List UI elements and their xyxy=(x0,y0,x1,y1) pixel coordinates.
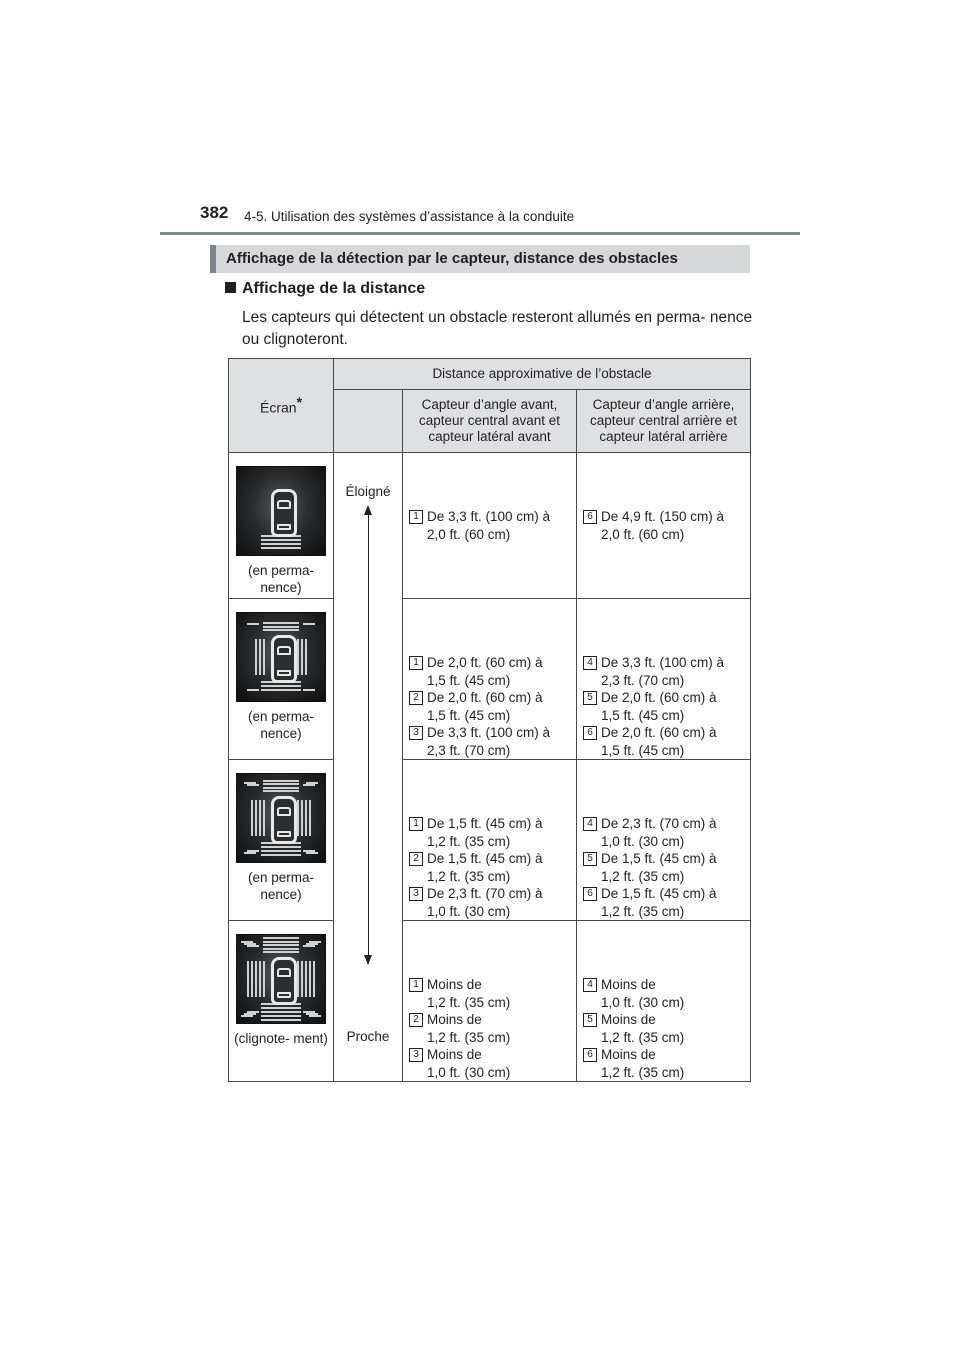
sensor-display-image xyxy=(236,466,326,556)
sensor-segment xyxy=(303,689,315,691)
sensor-segment xyxy=(263,948,299,950)
table-row xyxy=(229,760,751,921)
sensor-segment xyxy=(306,852,318,854)
car-icon xyxy=(271,635,297,683)
distance-entry xyxy=(583,689,746,724)
distance-text-line2: 1,2 ft. (35 cm) xyxy=(427,994,511,1010)
sensor-segment xyxy=(244,852,256,854)
distance-text-line1: De 2,3 ft. (70 cm) à xyxy=(427,886,543,901)
sensor-segment xyxy=(241,1015,253,1017)
sensor-segment xyxy=(247,945,259,947)
sensor-segment xyxy=(261,854,301,856)
sensor-segment xyxy=(261,1007,301,1009)
table-row xyxy=(229,453,751,599)
distance-text-line1: Moins de xyxy=(601,1047,656,1062)
sensor-number-badge: 4 xyxy=(583,656,597,670)
sensor-segment xyxy=(301,800,303,836)
sensor-segment xyxy=(261,547,301,549)
distance-entry xyxy=(409,724,572,759)
sensor-number-badge: 5 xyxy=(583,691,597,705)
sensor-number-badge: 4 xyxy=(583,978,597,992)
screen-caption: (en perma- nence) xyxy=(247,709,315,741)
sensor-segment xyxy=(261,685,301,687)
sensor-number-badge: 6 xyxy=(583,887,597,901)
header-screen-label: Écran xyxy=(259,399,297,416)
sensor-segment xyxy=(309,961,311,997)
sensor-segment xyxy=(247,961,249,997)
distance-text-line1: De 1,5 ft. (45 cm) à xyxy=(427,816,543,831)
sensor-segment xyxy=(259,800,261,836)
sensor-segment xyxy=(263,944,299,946)
page-number: 382 xyxy=(200,203,229,222)
sensor-number-badge: 5 xyxy=(583,1013,597,1027)
sensor-segment xyxy=(261,543,301,545)
distance-text-line1: Moins de xyxy=(601,1012,656,1027)
range-far-label: Éloigné xyxy=(345,484,391,499)
header-range-spacer xyxy=(334,390,403,453)
distance-entry xyxy=(409,976,572,1011)
sensor-segment xyxy=(241,941,253,943)
distance-text-line2: 1,5 ft. (45 cm) xyxy=(427,707,511,723)
distance-text-line2: 1,2 ft. (35 cm) xyxy=(427,868,511,884)
sensor-segment xyxy=(263,951,299,953)
distance-entry xyxy=(583,1046,746,1081)
sensor-segment xyxy=(247,689,259,691)
screen-cell xyxy=(229,760,334,921)
sensor-segment xyxy=(244,943,256,945)
sensor-segment xyxy=(261,689,301,691)
screen-cell xyxy=(229,921,334,1082)
distance-text-line1: De 2,3 ft. (70 cm) à xyxy=(601,816,717,831)
distance-text-line1: Moins de xyxy=(427,1012,482,1027)
distance-text-line2: 1,2 ft. (35 cm) xyxy=(601,868,685,884)
sensor-segment xyxy=(305,961,307,997)
sensor-number-badge: 2 xyxy=(409,852,423,866)
front-distance-cell xyxy=(403,453,577,599)
screen-caption: (clignote- ment) xyxy=(234,1031,328,1046)
distance-text-line2: 1,0 ft. (30 cm) xyxy=(601,833,685,849)
sensor-number-badge: 2 xyxy=(409,691,423,705)
header-rear-sensors: Capteur d’angle arrière, capteur central arrière et capteur latéral arrière xyxy=(577,390,751,453)
sensor-segment xyxy=(263,800,265,836)
distance-table xyxy=(228,358,751,1082)
header-distance: Distance approximative de l’obstacle xyxy=(334,359,751,390)
distance-text-line2: 1,2 ft. (35 cm) xyxy=(601,1064,685,1080)
sensor-segment xyxy=(263,622,299,624)
sensor-segment xyxy=(244,782,256,784)
section-title-bar: Affichage de la détection par le capteur, distance des obstacles xyxy=(210,245,750,273)
distance-entry xyxy=(583,815,746,850)
sensor-segment xyxy=(261,539,301,541)
distance-text-line1: De 2,0 ft. (60 cm) à xyxy=(427,655,543,670)
rear-distance-cell xyxy=(577,921,751,1082)
distance-text-line1: Moins de xyxy=(427,977,482,992)
distance-text-line1: De 2,0 ft. (60 cm) à xyxy=(601,725,717,740)
screen-caption: (en perma- nence) xyxy=(247,563,315,595)
sensor-number-badge: 6 xyxy=(583,726,597,740)
distance-text-line2: 2,3 ft. (70 cm) xyxy=(427,742,511,758)
distance-text-line2: 2,3 ft. (70 cm) xyxy=(601,672,685,688)
distance-text-line2: 2,0 ft. (60 cm) xyxy=(601,526,685,542)
distance-text-line2: 1,2 ft. (35 cm) xyxy=(427,1029,511,1045)
distance-entry xyxy=(409,1046,572,1081)
distance-entry xyxy=(583,724,746,759)
sensor-segment xyxy=(301,639,303,675)
subheading-text: Affichage de la distance xyxy=(242,280,426,297)
distance-entry xyxy=(583,654,746,689)
sensor-segment xyxy=(263,790,299,792)
sensor-number-badge: 1 xyxy=(409,510,423,524)
sensor-segment xyxy=(261,1011,301,1013)
table-row xyxy=(229,599,751,760)
sensor-number-badge: 6 xyxy=(583,510,597,524)
sensor-segment xyxy=(303,945,315,947)
distance-text-line1: De 1,5 ft. (45 cm) à xyxy=(601,851,717,866)
sensor-segment xyxy=(263,787,299,789)
intro-paragraph: Les capteurs qui détectent un obstacle resteront allumés en perma- nence ou clignoteront. xyxy=(242,309,753,348)
distance-text-line2: 1,5 ft. (45 cm) xyxy=(427,672,511,688)
front-distance-cell xyxy=(403,921,577,1082)
sensor-segment xyxy=(251,961,253,997)
range-cell xyxy=(334,453,403,1082)
sensor-number-badge: 1 xyxy=(409,656,423,670)
distance-text-line2: 1,0 ft. (30 cm) xyxy=(427,1064,511,1080)
distance-entry xyxy=(583,850,746,885)
sensor-segment xyxy=(306,943,318,945)
distance-entry xyxy=(409,689,572,724)
distance-text-line1: De 4,9 ft. (150 cm) à xyxy=(601,509,725,524)
distance-entry xyxy=(583,885,746,920)
distance-text-line1: De 2,0 ft. (60 cm) à xyxy=(601,690,717,705)
header-front-sensors: Capteur d’angle avant, capteur central avant et capteur latéral avant xyxy=(403,390,577,453)
sensor-segment xyxy=(263,780,299,782)
car-icon xyxy=(271,489,297,537)
sensor-number-badge: 1 xyxy=(409,978,423,992)
sensor-segment xyxy=(261,850,301,852)
sensor-segment xyxy=(306,782,318,784)
sensor-segment xyxy=(263,639,265,675)
distance-entry xyxy=(409,654,572,689)
distance-text-line2: 1,0 ft. (30 cm) xyxy=(427,903,511,919)
sensor-segment xyxy=(259,639,261,675)
sensor-segment xyxy=(251,800,253,836)
sensor-segment xyxy=(301,961,303,997)
sensor-segment xyxy=(255,961,257,997)
rear-distance-cell xyxy=(577,453,751,599)
sensor-segment xyxy=(305,800,307,836)
distance-text-line1: De 3,3 ft. (100 cm) à xyxy=(601,655,725,670)
sensor-number-badge: 6 xyxy=(583,1048,597,1062)
distance-entry xyxy=(583,976,746,1011)
sensor-segment xyxy=(261,1015,301,1017)
screen-cell xyxy=(229,599,334,760)
distance-entry xyxy=(409,815,572,850)
double-arrow-icon xyxy=(368,507,369,963)
range-near-label: Proche xyxy=(346,1028,390,1044)
sensor-segment xyxy=(263,783,299,785)
sensor-number-badge: 3 xyxy=(409,887,423,901)
front-distance-cell xyxy=(403,760,577,921)
section-header: 4-5. Utilisation des systèmes d’assistance à la conduite xyxy=(244,209,575,224)
sensor-display-image xyxy=(236,934,326,1024)
screen-cell xyxy=(229,453,334,599)
distance-text-line2: 1,2 ft. (35 cm) xyxy=(427,833,511,849)
distance-entry xyxy=(409,850,572,885)
sensor-segment xyxy=(309,800,311,836)
sensor-segment xyxy=(309,941,321,943)
subheading xyxy=(225,280,425,298)
sensor-segment xyxy=(263,961,265,997)
sensor-segment xyxy=(261,1019,301,1021)
sensor-segment xyxy=(255,800,257,836)
sensor-segment xyxy=(263,626,299,628)
sensor-number-badge: 4 xyxy=(583,817,597,831)
distance-text-line2: 1,5 ft. (45 cm) xyxy=(601,742,685,758)
header-rule xyxy=(160,232,800,235)
rear-distance-cell xyxy=(577,599,751,760)
distance-text-line2: 1,2 ft. (35 cm) xyxy=(601,1029,685,1045)
car-icon xyxy=(271,796,297,844)
distance-entry xyxy=(409,508,572,543)
sensor-number-badge: 3 xyxy=(409,726,423,740)
sensor-display-image xyxy=(236,612,326,702)
front-distance-cell xyxy=(403,599,577,760)
sensor-segment xyxy=(247,623,259,625)
distance-text-line2: 1,2 ft. (35 cm) xyxy=(601,903,685,919)
sensor-segment xyxy=(259,961,261,997)
distance-text-line1: De 3,3 ft. (100 cm) à xyxy=(427,725,551,740)
sensor-segment xyxy=(297,961,299,997)
car-icon xyxy=(271,957,297,1005)
distance-text-line1: De 2,0 ft. (60 cm) à xyxy=(427,690,543,705)
sensor-number-badge: 2 xyxy=(409,1013,423,1027)
distance-text-line2: 2,0 ft. (60 cm) xyxy=(427,526,511,542)
table-row xyxy=(229,921,751,1082)
rear-distance-cell xyxy=(577,760,751,921)
distance-text-line1: Moins de xyxy=(601,977,656,992)
sensor-segment xyxy=(303,623,315,625)
sensor-segment xyxy=(261,846,301,848)
sensor-number-badge: 3 xyxy=(409,1048,423,1062)
distance-entry xyxy=(583,508,746,543)
sensor-segment xyxy=(255,639,257,675)
sensor-segment xyxy=(263,629,299,631)
sensor-segment xyxy=(297,800,299,836)
distance-text-line1: Moins de xyxy=(427,1047,482,1062)
sensor-segment xyxy=(309,1015,321,1017)
square-bullet-icon xyxy=(225,282,236,293)
header-screen xyxy=(229,359,334,453)
distance-entry xyxy=(409,885,572,920)
sensor-segment xyxy=(263,937,299,939)
screen-caption: (en perma- nence) xyxy=(247,870,315,902)
distance-text-line1: De 1,5 ft. (45 cm) à xyxy=(427,851,543,866)
sensor-segment xyxy=(303,784,315,786)
sensor-number-badge: 5 xyxy=(583,852,597,866)
distance-entry xyxy=(583,1011,746,1046)
distance-text-line1: De 1,5 ft. (45 cm) à xyxy=(601,886,717,901)
distance-entry xyxy=(409,1011,572,1046)
distance-text-line2: 1,0 ft. (30 cm) xyxy=(601,994,685,1010)
sensor-segment xyxy=(263,941,299,943)
sensor-segment xyxy=(297,639,299,675)
sensor-display-image xyxy=(236,773,326,863)
header-screen-footnote-mark: * xyxy=(296,393,303,410)
sensor-number-badge: 1 xyxy=(409,817,423,831)
distance-text-line2: 1,5 ft. (45 cm) xyxy=(601,707,685,723)
sensor-segment xyxy=(313,961,315,997)
sensor-segment xyxy=(305,639,307,675)
distance-text-line1: De 3,3 ft. (100 cm) à xyxy=(427,509,551,524)
sensor-segment xyxy=(247,784,259,786)
